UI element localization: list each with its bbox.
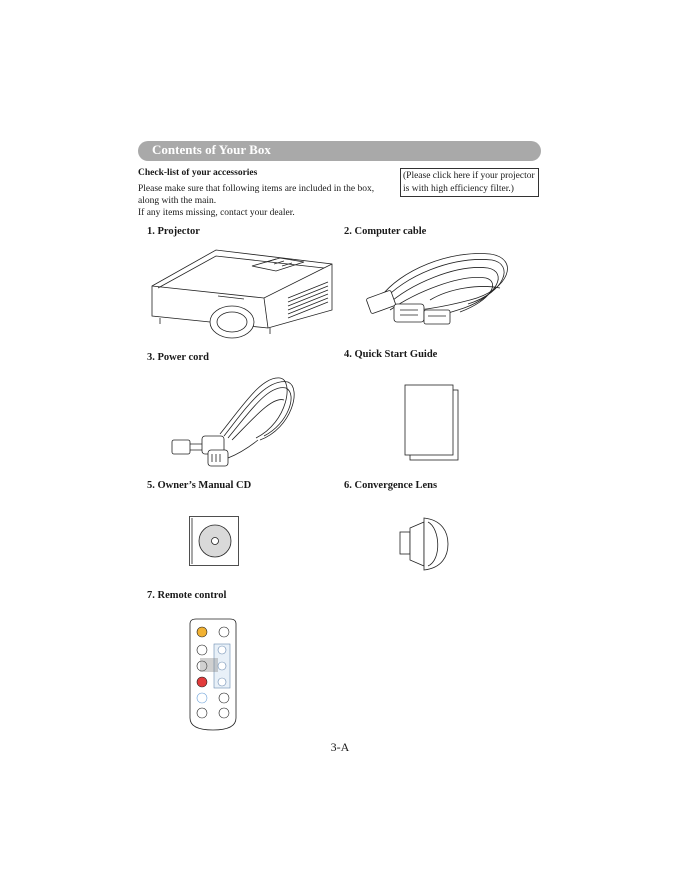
power-cord-icon: [168, 374, 298, 470]
page-number: 3-A: [330, 740, 350, 754]
item-label-cd: 5. Owner’s Manual CD: [147, 480, 252, 491]
high-efficiency-filter-link[interactable]: [400, 168, 539, 197]
intro-line-2: along with the main.: [138, 196, 217, 206]
section-banner: [138, 141, 541, 161]
item-label-quick-start-guide: 4. Quick Start Guide: [344, 349, 438, 360]
section-title: Contents of Your Box: [152, 142, 271, 157]
computer-cable-icon: [360, 240, 525, 338]
item-label-convergence-lens: 6. Convergence Lens: [344, 480, 438, 491]
item-label-remote-control: 7. Remote control: [147, 590, 227, 601]
cd-icon: [189, 516, 239, 566]
item-label-computer-cable: 2. Computer cable: [344, 226, 427, 237]
intro-line-3: If any items missing, contact your dealer.: [138, 208, 295, 218]
convergence-lens-icon: [398, 512, 450, 576]
quick-start-guide-icon: [404, 384, 462, 464]
note-line-1: (Please click here if your projector: [403, 171, 535, 181]
item-label-power-cord: 3. Power cord: [147, 352, 209, 363]
checklist-subheading: Check-list of your accessories: [138, 168, 258, 178]
item-label-projector: 1. Projector: [147, 226, 200, 237]
intro-line-1: Please make sure that following items are included in the box,: [138, 184, 375, 194]
projector-icon: [148, 244, 338, 336]
note-line-2: is with high efficiency filter.): [403, 183, 514, 194]
remote-control-icon: [188, 618, 238, 732]
